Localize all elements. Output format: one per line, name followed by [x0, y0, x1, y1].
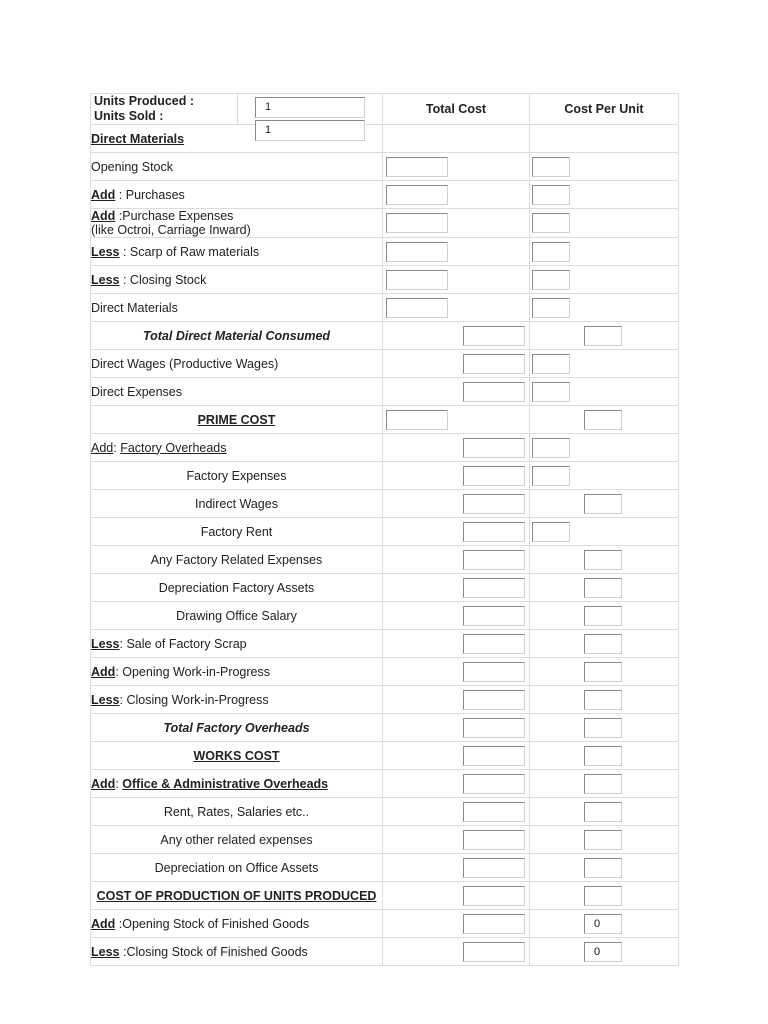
row-drawing-office-salary-total-cost-cell — [383, 602, 530, 630]
row-less-closing-finished-cost-per-unit-input[interactable]: 0 — [584, 942, 622, 962]
row-add-opening-finished-total-cost-cell — [383, 910, 530, 938]
row-factory-rent-total-cost-input[interactable] — [463, 522, 525, 542]
row-less-scarp-cost-per-unit-input[interactable] — [532, 242, 570, 262]
row-total-factory-overheads-cost-per-unit-cell — [530, 714, 679, 742]
row-add-purchases — [91, 181, 679, 209]
section-direct-materials-total-cost-cell — [383, 125, 530, 153]
row-rent-rates-salaries-total-cost-input[interactable] — [463, 802, 525, 822]
row-add-purchase-expenses-total-cost-cell — [383, 209, 530, 238]
row-total-direct-material-cost-per-unit-input[interactable] — [584, 326, 622, 346]
row-other-related-expenses-label — [91, 826, 383, 854]
row-add-factory-overheads-total-cost-cell — [383, 434, 530, 462]
row-direct-expenses-total-cost-cell — [383, 378, 530, 406]
row-less-closing-finished — [91, 938, 679, 966]
row-factory-related-expenses — [91, 546, 679, 574]
row-less-factory-scrap-text-0: Less — [91, 636, 120, 651]
row-other-related-expenses-total-cost-input[interactable] — [463, 830, 525, 850]
row-add-opening-wip-total-cost-input[interactable] — [463, 662, 525, 682]
row-add-office-overheads-text-1: : — [115, 776, 123, 791]
row-add-purchase-expenses-text-1: :Purchase Expenses — [115, 209, 234, 223]
row-direct-wages-total-cost-cell — [383, 350, 530, 378]
row-opening-stock-total-cost-cell — [383, 153, 530, 181]
row-works-cost-label — [91, 742, 383, 770]
row-prime-cost-label — [91, 406, 383, 434]
row-prime-cost-text-0: PRIME COST — [197, 412, 276, 427]
row-drawing-office-salary-cost-per-unit-input[interactable] — [584, 606, 622, 626]
row-add-factory-overheads-text-1: : — [113, 440, 121, 455]
row-drawing-office-salary — [91, 602, 679, 630]
row-add-opening-wip-cost-per-unit-input[interactable] — [584, 662, 622, 682]
row-indirect-wages-cost-per-unit-input[interactable] — [584, 494, 622, 514]
row-rent-rates-salaries — [91, 798, 679, 826]
row-opening-stock-text-0: Opening Stock — [91, 159, 173, 174]
row-add-purchase-expenses-total-cost-input[interactable] — [386, 213, 448, 233]
row-add-purchases-label — [91, 181, 383, 209]
row-total-factory-overheads-total-cost-cell — [383, 714, 530, 742]
row-drawing-office-salary-text-0: Drawing Office Salary — [176, 608, 297, 623]
row-total-direct-material-text-0: Total Direct Material Consumed — [142, 328, 331, 343]
row-rent-rates-salaries-cost-per-unit-input[interactable] — [584, 802, 622, 822]
row-factory-related-expenses-total-cost-cell — [383, 546, 530, 574]
row-less-closing-stock-total-cost-input[interactable] — [386, 270, 448, 290]
row-add-opening-wip-label — [91, 658, 383, 686]
row-depreciation-office-total-cost-input[interactable] — [463, 858, 525, 878]
row-less-closing-finished-total-cost-input[interactable] — [463, 942, 525, 962]
row-less-closing-stock-text-1: : Closing Stock — [119, 272, 207, 287]
row-add-office-overheads-text-0: Add — [91, 776, 116, 791]
row-total-direct-material-label — [91, 322, 383, 350]
row-add-purchases-cost-per-unit-input[interactable] — [532, 185, 570, 205]
row-factory-related-expenses-label — [91, 546, 383, 574]
row-less-closing-wip-label — [91, 686, 383, 714]
row-less-factory-scrap-total-cost-cell — [383, 630, 530, 658]
row-direct-expenses-cost-per-unit-input[interactable] — [532, 382, 570, 402]
row-direct-materials-cost-per-unit-input[interactable] — [532, 298, 570, 318]
row-add-purchases-total-cost-cell — [383, 181, 530, 209]
row-less-closing-stock-total-cost-cell — [383, 266, 530, 294]
row-factory-related-expenses-cost-per-unit-cell — [530, 546, 679, 574]
row-less-closing-wip-cost-per-unit-cell — [530, 686, 679, 714]
row-add-factory-overheads-label — [91, 434, 383, 462]
row-direct-materials-total-cost-input[interactable] — [386, 298, 448, 318]
row-factory-related-expenses-cost-per-unit-input[interactable] — [584, 550, 622, 570]
row-less-closing-wip — [91, 686, 679, 714]
row-less-scarp-text-1: : Scarp of Raw materials — [119, 244, 260, 259]
row-total-factory-overheads-cost-per-unit-input[interactable] — [584, 718, 622, 738]
row-less-closing-stock-cost-per-unit-input[interactable] — [532, 270, 570, 290]
row-rent-rates-salaries-cost-per-unit-cell — [530, 798, 679, 826]
row-prime-cost-total-cost-cell — [383, 406, 530, 434]
row-drawing-office-salary-label — [91, 602, 383, 630]
row-depreciation-office-cost-per-unit-cell — [530, 854, 679, 882]
row-opening-stock-cost-per-unit-input[interactable] — [532, 157, 570, 177]
row-factory-expenses-total-cost-input[interactable] — [463, 466, 525, 486]
row-direct-wages-text-0: Direct Wages (Productive Wages) — [91, 356, 279, 371]
row-opening-stock-total-cost-input[interactable] — [386, 157, 448, 177]
row-total-direct-material-total-cost-input[interactable] — [463, 326, 525, 346]
row-cost-of-production-total-cost-cell — [383, 882, 530, 910]
row-cost-of-production-total-cost-input[interactable] — [463, 886, 525, 906]
row-direct-expenses-total-cost-input[interactable] — [463, 382, 525, 402]
row-less-closing-wip-cost-per-unit-input[interactable] — [584, 690, 622, 710]
row-opening-stock-cost-per-unit-cell — [530, 153, 679, 181]
row-depreciation-factory-text-0: Depreciation Factory Assets — [158, 580, 315, 595]
row-add-office-overheads-label — [91, 770, 383, 798]
row-indirect-wages-label — [91, 490, 383, 518]
row-add-office-overheads-cost-per-unit-input[interactable] — [584, 774, 622, 794]
row-rent-rates-salaries-total-cost-cell — [383, 798, 530, 826]
row-less-factory-scrap-cost-per-unit-input[interactable] — [584, 634, 622, 654]
row-less-scarp — [91, 238, 679, 266]
units-produced-input[interactable]: 1 — [255, 97, 365, 118]
row-add-opening-finished-label — [91, 910, 383, 938]
row-add-opening-finished-cost-per-unit-cell — [530, 910, 679, 938]
row-works-cost-cost-per-unit-cell — [530, 742, 679, 770]
row-factory-expenses-label — [91, 462, 383, 490]
row-direct-materials-text-0: Direct Materials — [91, 300, 178, 315]
row-factory-expenses-text-0: Factory Expenses — [186, 468, 287, 483]
row-add-opening-finished-cost-per-unit-input[interactable]: 0 — [584, 914, 622, 934]
row-add-opening-wip-text-0: Add — [91, 664, 116, 679]
row-depreciation-factory-total-cost-input[interactable] — [463, 578, 525, 598]
row-factory-expenses-total-cost-cell — [383, 462, 530, 490]
total-cost-header: Total Cost — [383, 94, 530, 125]
row-less-closing-stock-cost-per-unit-cell — [530, 266, 679, 294]
row-total-factory-overheads-text-0: Total Factory Overheads — [163, 720, 310, 735]
row-depreciation-factory-label — [91, 574, 383, 602]
row-add-purchases-text-0: Add — [91, 187, 116, 202]
row-direct-wages-cost-per-unit-cell — [530, 350, 679, 378]
row-depreciation-factory — [91, 574, 679, 602]
row-factory-rent-cost-per-unit-input[interactable] — [532, 522, 570, 542]
row-depreciation-factory-cost-per-unit-cell — [530, 574, 679, 602]
row-other-related-expenses-cost-per-unit-input[interactable] — [584, 830, 622, 850]
row-factory-expenses-cost-per-unit-input[interactable] — [532, 466, 570, 486]
row-add-purchase-expenses-cost-per-unit-cell — [530, 209, 679, 238]
row-less-scarp-cost-per-unit-cell — [530, 238, 679, 266]
row-prime-cost-total-cost-input[interactable] — [386, 410, 448, 430]
row-direct-expenses-label — [91, 378, 383, 406]
row-other-related-expenses-cost-per-unit-cell — [530, 826, 679, 854]
row-less-factory-scrap-label — [91, 630, 383, 658]
row-prime-cost — [91, 406, 679, 434]
row-factory-rent-total-cost-cell — [383, 518, 530, 546]
row-add-opening-finished-text-1: :Opening Stock of Finished Goods — [115, 916, 310, 931]
row-cost-of-production-cost-per-unit-cell — [530, 882, 679, 910]
row-depreciation-factory-total-cost-cell — [383, 574, 530, 602]
row-less-closing-stock-label — [91, 266, 383, 294]
row-drawing-office-salary-cost-per-unit-cell — [530, 602, 679, 630]
row-indirect-wages-total-cost-input[interactable] — [463, 494, 525, 514]
row-less-closing-finished-text-0: Less — [91, 944, 120, 959]
row-add-purchase-expenses-label — [91, 209, 383, 238]
row-direct-wages — [91, 350, 679, 378]
row-direct-expenses-text-0: Direct Expenses — [91, 384, 183, 399]
row-opening-stock-label — [91, 153, 383, 181]
section-direct-materials — [91, 125, 679, 153]
row-add-factory-overheads-cost-per-unit-cell — [530, 434, 679, 462]
row-add-purchases-total-cost-input[interactable] — [386, 185, 448, 205]
units-sold-input[interactable]: 1 — [255, 120, 365, 141]
row-less-factory-scrap-total-cost-input[interactable] — [463, 634, 525, 654]
units-produced-label: Units Produced : — [94, 94, 195, 108]
row-depreciation-office-label — [91, 854, 383, 882]
row-indirect-wages-cost-per-unit-cell — [530, 490, 679, 518]
row-factory-expenses-cost-per-unit-cell — [530, 462, 679, 490]
row-depreciation-office-cost-per-unit-input[interactable] — [584, 858, 622, 878]
row-cost-of-production-label — [91, 882, 383, 910]
header-row — [91, 94, 679, 125]
row-less-closing-stock — [91, 266, 679, 294]
row-total-direct-material-cost-per-unit-cell — [530, 322, 679, 350]
row-works-cost-total-cost-input[interactable] — [463, 746, 525, 766]
row-add-office-overheads-cost-per-unit-cell — [530, 770, 679, 798]
row-less-closing-wip-total-cost-input[interactable] — [463, 690, 525, 710]
row-rent-rates-salaries-text-0: Rent, Rates, Salaries etc.. — [163, 804, 310, 819]
row-works-cost-text-0: WORKS COST — [193, 748, 280, 763]
row-factory-rent — [91, 518, 679, 546]
row-add-purchase-expenses-text-2: (like Octroi, Carriage Inward) — [91, 223, 251, 237]
row-add-office-overheads — [91, 770, 679, 798]
row-add-factory-overheads — [91, 434, 679, 462]
row-direct-wages-label — [91, 350, 383, 378]
row-other-related-expenses-text-0: Any other related expenses — [160, 832, 313, 847]
row-less-closing-finished-text-1: :Closing Stock of Finished Goods — [119, 944, 308, 959]
row-total-factory-overheads-total-cost-input[interactable] — [463, 718, 525, 738]
units-sold-label: Units Sold : — [94, 109, 164, 123]
row-cost-of-production — [91, 882, 679, 910]
row-add-purchases-cost-per-unit-cell — [530, 181, 679, 209]
row-add-opening-wip — [91, 658, 679, 686]
row-direct-materials-cost-per-unit-cell — [530, 294, 679, 322]
row-add-purchase-expenses-cost-per-unit-input[interactable] — [532, 213, 570, 233]
row-less-factory-scrap — [91, 630, 679, 658]
row-total-direct-material — [91, 322, 679, 350]
row-works-cost-total-cost-cell — [383, 742, 530, 770]
row-direct-expenses-cost-per-unit-cell — [530, 378, 679, 406]
row-add-opening-wip-cost-per-unit-cell — [530, 658, 679, 686]
row-prime-cost-cost-per-unit-cell — [530, 406, 679, 434]
row-factory-rent-text-0: Factory Rent — [200, 524, 273, 539]
row-add-purchase-expenses — [91, 209, 679, 238]
section-direct-materials-cost-per-unit-cell — [530, 125, 679, 153]
row-depreciation-office — [91, 854, 679, 882]
row-add-opening-finished-total-cost-input[interactable] — [463, 914, 525, 934]
row-less-factory-scrap-cost-per-unit-cell — [530, 630, 679, 658]
row-add-office-overheads-total-cost-input[interactable] — [463, 774, 525, 794]
row-direct-expenses — [91, 378, 679, 406]
row-add-factory-overheads-cost-per-unit-input[interactable] — [532, 438, 570, 458]
row-other-related-expenses — [91, 826, 679, 854]
row-factory-expenses — [91, 462, 679, 490]
row-opening-stock — [91, 153, 679, 181]
row-depreciation-office-total-cost-cell — [383, 854, 530, 882]
row-add-opening-finished-text-0: Add — [91, 916, 116, 931]
row-add-purchases-text-1: : Purchases — [115, 187, 185, 202]
row-factory-rent-cost-per-unit-cell — [530, 518, 679, 546]
row-direct-wages-cost-per-unit-input[interactable] — [532, 354, 570, 374]
row-less-closing-wip-text-1: : Closing Work-in-Progress — [119, 692, 269, 707]
row-less-closing-finished-cost-per-unit-cell — [530, 938, 679, 966]
row-less-closing-finished-total-cost-cell — [383, 938, 530, 966]
row-cost-of-production-cost-per-unit-input[interactable] — [584, 886, 622, 906]
row-add-opening-finished — [91, 910, 679, 938]
row-direct-materials — [91, 294, 679, 322]
row-less-scarp-total-cost-cell — [383, 238, 530, 266]
row-add-office-overheads-text-2: Office & Administrative Overheads — [122, 776, 329, 791]
row-less-factory-scrap-text-1: : Sale of Factory Scrap — [119, 636, 247, 651]
row-add-purchase-expenses-text-0: Add — [91, 209, 116, 223]
row-works-cost — [91, 742, 679, 770]
row-less-closing-wip-text-0: Less — [91, 692, 120, 707]
cost-per-unit-header: Cost Per Unit — [530, 94, 679, 125]
section-direct-materials-text-0: Direct Materials — [91, 131, 185, 146]
row-add-opening-wip-text-1: : Opening Work-in-Progress — [115, 664, 270, 679]
row-works-cost-cost-per-unit-input[interactable] — [584, 746, 622, 766]
row-total-direct-material-total-cost-cell — [383, 322, 530, 350]
row-less-scarp-text-0: Less — [91, 244, 120, 259]
row-add-office-overheads-total-cost-cell — [383, 770, 530, 798]
row-factory-related-expenses-total-cost-input[interactable] — [463, 550, 525, 570]
row-factory-rent-label — [91, 518, 383, 546]
row-less-closing-finished-label — [91, 938, 383, 966]
row-drawing-office-salary-total-cost-input[interactable] — [463, 606, 525, 626]
row-less-scarp-label — [91, 238, 383, 266]
row-direct-materials-total-cost-cell — [383, 294, 530, 322]
row-add-factory-overheads-total-cost-input[interactable] — [463, 438, 525, 458]
row-indirect-wages-total-cost-cell — [383, 490, 530, 518]
row-add-opening-wip-total-cost-cell — [383, 658, 530, 686]
row-indirect-wages — [91, 490, 679, 518]
row-total-factory-overheads-label — [91, 714, 383, 742]
row-prime-cost-cost-per-unit-input[interactable] — [584, 410, 622, 430]
row-depreciation-factory-cost-per-unit-input[interactable] — [584, 578, 622, 598]
row-less-closing-stock-text-0: Less — [91, 272, 120, 287]
row-indirect-wages-text-0: Indirect Wages — [195, 496, 278, 511]
row-less-scarp-total-cost-input[interactable] — [386, 242, 448, 262]
row-factory-related-expenses-text-0: Any Factory Related Expenses — [150, 552, 323, 567]
row-depreciation-office-text-0: Depreciation on Office Assets — [154, 860, 319, 875]
row-less-closing-wip-total-cost-cell — [383, 686, 530, 714]
row-other-related-expenses-total-cost-cell — [383, 826, 530, 854]
row-add-factory-overheads-text-2: Factory Overheads — [120, 440, 227, 455]
row-rent-rates-salaries-label — [91, 798, 383, 826]
cost-sheet-table — [90, 93, 679, 966]
row-direct-materials-label — [91, 294, 383, 322]
row-direct-wages-total-cost-input[interactable] — [463, 354, 525, 374]
units-labels-cell — [91, 94, 238, 125]
units-inputs-cell — [238, 94, 383, 136]
row-cost-of-production-text-0: COST OF PRODUCTION OF UNITS PRODUCED — [96, 888, 377, 903]
row-add-factory-overheads-text-0: Add — [91, 440, 114, 455]
row-total-factory-overheads — [91, 714, 679, 742]
